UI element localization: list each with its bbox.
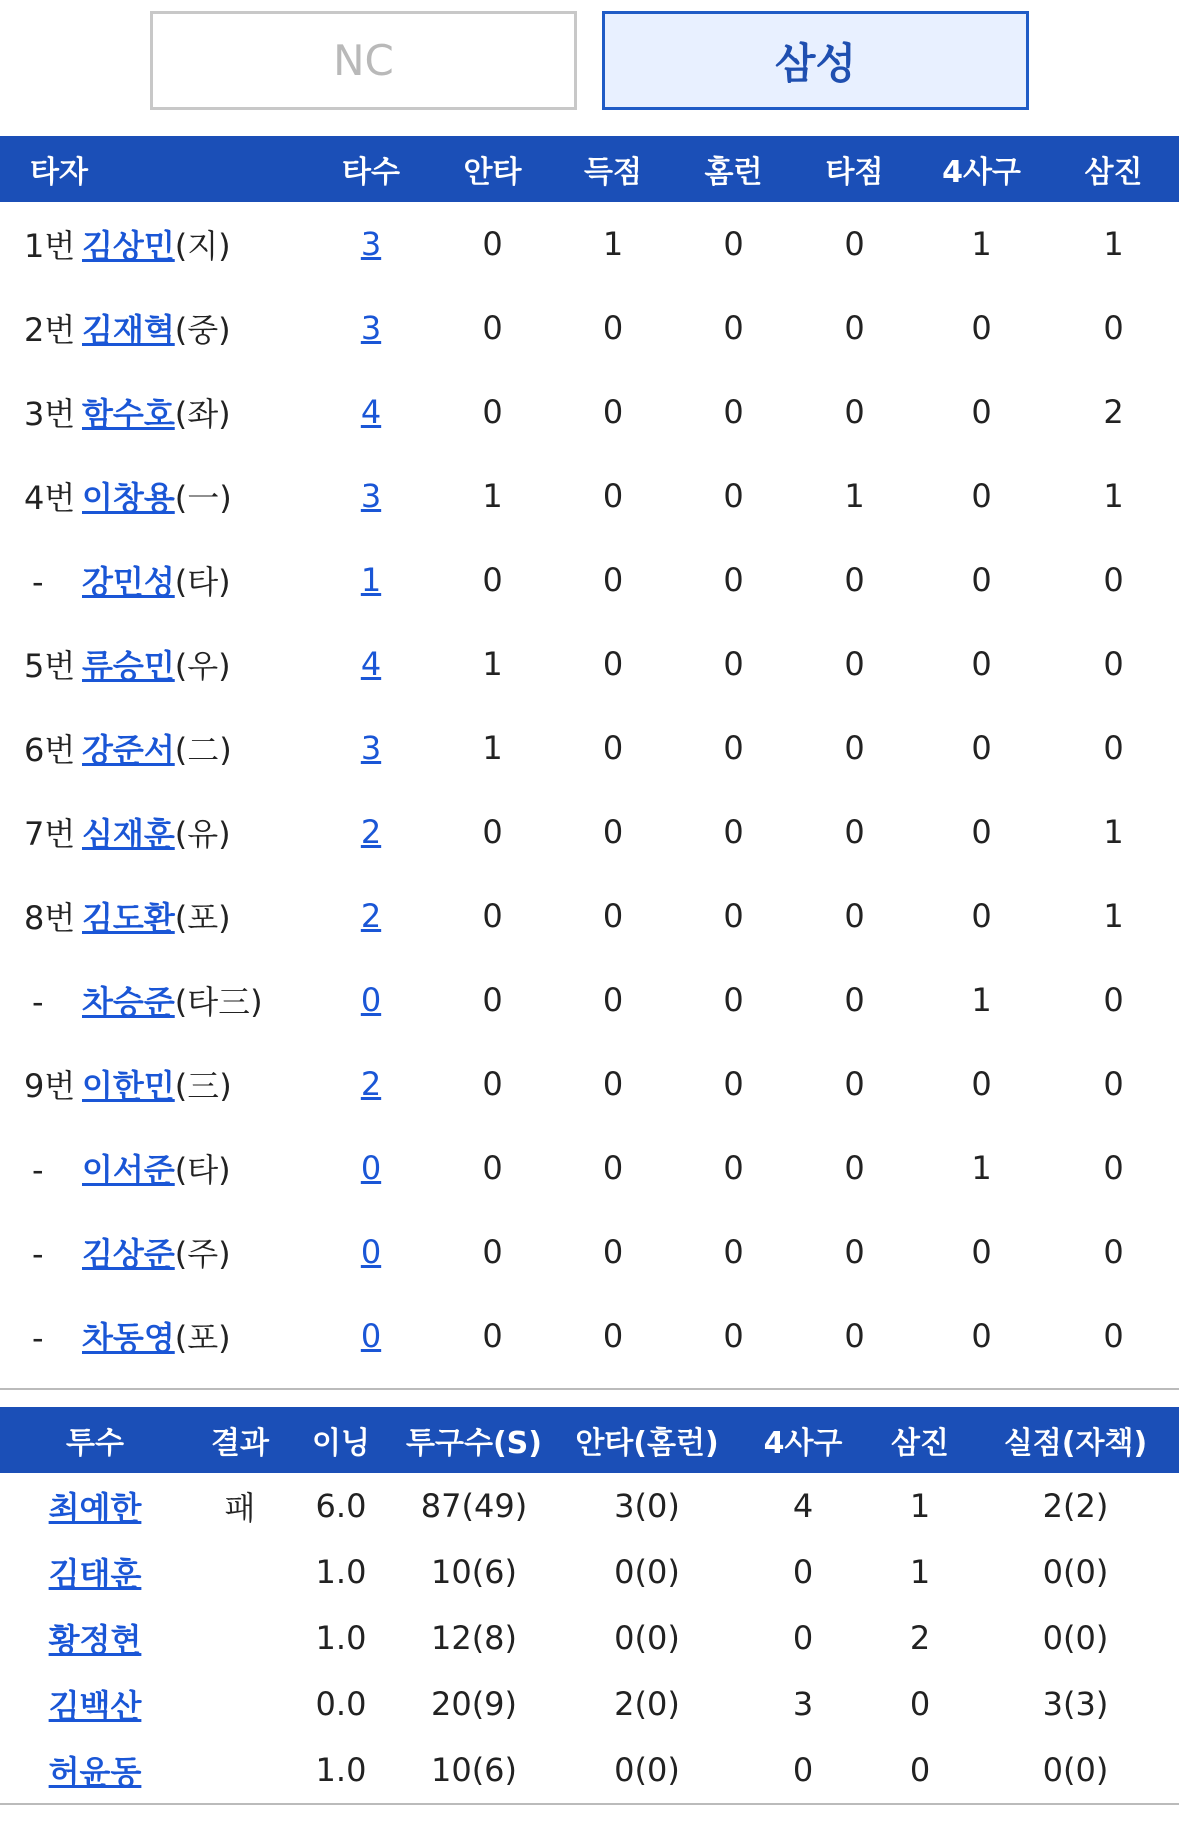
walks-allowed-cell: 0 <box>738 1737 868 1804</box>
batting-row <box>0 1042 1179 1126</box>
at-bats-link[interactable]: 4 <box>360 645 382 683</box>
batting-order: 1번 <box>24 227 76 265</box>
batting-order: 5번 <box>24 647 76 685</box>
pitcher-cell <box>0 1473 190 1539</box>
runs-allowed-cell: 3(3) <box>1042 1685 1109 1723</box>
batting-row <box>0 874 1179 958</box>
runs-cell: 0 <box>602 561 624 599</box>
batting-order: - <box>32 1319 44 1357</box>
home-runs-cell: 0 <box>723 1233 744 1271</box>
batter-position: (포) <box>174 899 231 937</box>
runs-allowed-cell: 2(2) <box>1042 1487 1109 1525</box>
at-bats-cell[interactable] <box>310 958 432 1042</box>
at-bats-link[interactable]: 3 <box>360 477 382 515</box>
pitching-header-row <box>0 1407 1179 1473</box>
at-bats-cell[interactable] <box>310 286 432 370</box>
hits-cell: 0 <box>482 225 503 263</box>
batter-position: (중) <box>174 311 231 349</box>
walks-cell: 0 <box>971 393 992 431</box>
walks-allowed-cell: 4 <box>792 1487 814 1525</box>
pitcher-name-link[interactable]: 최예한 <box>48 1489 142 1527</box>
at-bats-link[interactable]: 3 <box>360 225 382 263</box>
walks-cell: 0 <box>971 645 992 683</box>
strikeouts-cell: 0 <box>1103 1065 1124 1103</box>
walks-cell: 0 <box>971 309 992 347</box>
batting-row <box>0 286 1179 370</box>
batting-order: - <box>32 1151 44 1189</box>
batter-position: (三) <box>174 1067 232 1105</box>
batting-order: 4번 <box>24 479 76 517</box>
batting-order: 6번 <box>24 731 76 769</box>
innings-cell: 1.0 <box>290 1737 392 1804</box>
batter-position: (좌) <box>174 395 231 433</box>
strikeouts-cell: 1 <box>1103 225 1124 263</box>
batting-order: 9번 <box>24 1067 76 1105</box>
batting-row <box>0 790 1179 874</box>
batter-cell <box>0 1210 310 1294</box>
at-bats-cell[interactable] <box>310 622 432 706</box>
at-bats-link[interactable]: 3 <box>360 309 382 347</box>
hits-cell: 0 <box>482 981 503 1019</box>
batting-row <box>0 1210 1179 1294</box>
at-bats-cell[interactable] <box>310 706 432 790</box>
batter-position: (우) <box>174 647 231 685</box>
runs-cell: 1 <box>602 225 624 263</box>
col-header-batter: 타자 <box>0 136 310 202</box>
at-bats-link[interactable]: 0 <box>360 1233 382 1271</box>
at-bats-cell[interactable] <box>310 1294 432 1378</box>
pitch-count-cell: 87(49) <box>420 1487 528 1525</box>
batting-order: 8번 <box>24 899 76 937</box>
home-runs-cell: 0 <box>723 981 744 1019</box>
home-runs-cell: 0 <box>723 1317 744 1355</box>
runs-cell: 0 <box>602 477 624 515</box>
runs-cell: 0 <box>602 1149 624 1187</box>
batting-row <box>0 1126 1179 1210</box>
pitching-table <box>0 1407 1179 1805</box>
batter-name-link[interactable]: 강준서 <box>82 731 175 769</box>
at-bats-link[interactable]: 0 <box>360 981 382 1019</box>
col-header-pitcher: 투수 <box>0 1407 190 1473</box>
batter-name-link[interactable]: 이창용 <box>82 479 175 517</box>
home-runs-cell: 0 <box>723 477 744 515</box>
batting-order: 2번 <box>24 311 76 349</box>
batting-table <box>0 136 1179 1378</box>
innings-cell: 6.0 <box>315 1487 367 1525</box>
runs-cell: 0 <box>602 981 624 1019</box>
home-runs-cell: 0 <box>723 897 744 935</box>
rbi-cell: 0 <box>844 561 865 599</box>
hits-cell: 0 <box>482 309 503 347</box>
batter-name-link[interactable]: 김도환 <box>82 899 175 937</box>
batter-position: (주) <box>174 1235 231 1273</box>
runs-cell: 0 <box>602 1065 624 1103</box>
batter-name-link[interactable]: 이서준 <box>82 1151 175 1189</box>
walks-allowed-cell: 3 <box>792 1685 814 1723</box>
rbi-cell: 0 <box>844 813 865 851</box>
col-header-hits: 안타 <box>432 136 553 202</box>
strikeouts-p-cell: 1 <box>909 1487 931 1525</box>
batter-name-link[interactable]: 김상준 <box>82 1235 175 1273</box>
pitching-row <box>0 1473 1179 1539</box>
batter-cell <box>0 790 310 874</box>
strikeouts-cell: 0 <box>1103 1317 1124 1355</box>
batter-position: (지) <box>174 227 231 265</box>
hits-allowed-cell: 0(0) <box>614 1619 680 1657</box>
batter-cell <box>0 370 310 454</box>
pitcher-name-link[interactable]: 황정현 <box>48 1621 142 1659</box>
rbi-cell: 0 <box>844 897 865 935</box>
innings-cell: 0.0 <box>315 1685 367 1723</box>
at-bats-link[interactable]: 2 <box>360 1065 382 1103</box>
col-header-runs: 득점 <box>553 136 673 202</box>
result-cell <box>190 1737 290 1804</box>
at-bats-link[interactable]: 3 <box>360 729 382 767</box>
hits-cell: 1 <box>482 729 503 767</box>
at-bats-cell[interactable] <box>310 454 432 538</box>
col-header-walks-allowed: 4사구 <box>738 1407 868 1473</box>
result-cell <box>190 1539 290 1605</box>
batter-name-link[interactable]: 김상민 <box>82 227 175 265</box>
batter-name-link[interactable]: 김재혁 <box>82 311 175 349</box>
pitcher-cell <box>0 1737 190 1804</box>
runs-allowed-cell: 0(0) <box>1042 1553 1109 1591</box>
rbi-cell: 0 <box>844 1317 865 1355</box>
batter-position: (타) <box>174 1151 231 1189</box>
at-bats-cell[interactable] <box>310 202 432 286</box>
walks-cell: 0 <box>971 729 992 767</box>
runs-cell: 0 <box>602 1317 624 1355</box>
batter-cell <box>0 538 310 622</box>
pitching-row <box>0 1539 1179 1605</box>
hits-cell: 1 <box>482 477 503 515</box>
walks-allowed-cell: 0 <box>792 1619 814 1657</box>
batter-cell <box>0 1294 310 1378</box>
col-header-pitch-count: 투구수(S) <box>392 1407 556 1473</box>
walks-cell: 0 <box>971 1233 992 1271</box>
at-bats-link[interactable]: 0 <box>360 1149 382 1187</box>
batter-cell <box>0 706 310 790</box>
at-bats-cell[interactable] <box>310 370 432 454</box>
batter-name-link[interactable]: 강민성 <box>82 563 175 601</box>
batter-name-link[interactable]: 심재훈 <box>82 815 175 853</box>
runs-cell: 0 <box>602 813 624 851</box>
strikeouts-cell: 0 <box>1103 729 1124 767</box>
pitcher-cell <box>0 1539 190 1605</box>
runs-cell: 0 <box>602 645 624 683</box>
runs-allowed-cell: 0(0) <box>972 1737 1179 1804</box>
hits-allowed-cell: 2(0) <box>614 1685 680 1723</box>
walks-cell: 1 <box>971 981 992 1019</box>
home-runs-cell: 0 <box>723 1065 744 1103</box>
pitcher-name-link[interactable]: 김백산 <box>48 1687 142 1725</box>
at-bats-cell[interactable] <box>310 1042 432 1126</box>
at-bats-link[interactable]: 2 <box>360 897 382 935</box>
col-header-at-bats: 타수 <box>310 136 432 202</box>
strikeouts-cell: 0 <box>1103 309 1124 347</box>
home-runs-cell: 0 <box>723 309 744 347</box>
batting-header-row <box>0 136 1179 202</box>
batter-position: (포) <box>174 1319 231 1357</box>
strikeouts-cell: 0 <box>1103 1149 1124 1187</box>
home-runs-cell: 0 <box>723 813 744 851</box>
batter-cell <box>0 622 310 706</box>
strikeouts-cell: 0 <box>1103 645 1124 683</box>
at-bats-cell[interactable] <box>310 1126 432 1210</box>
batting-order: - <box>32 563 44 601</box>
result-cell <box>190 1605 290 1671</box>
innings-cell: 1.0 <box>315 1553 367 1591</box>
batting-row <box>0 454 1179 538</box>
batter-position: (타三) <box>174 983 263 1021</box>
tab-nc[interactable]: NC <box>150 11 577 110</box>
section-divider <box>0 1388 1179 1407</box>
home-runs-cell: 0 <box>723 1149 744 1187</box>
batting-order: 3번 <box>24 395 76 433</box>
batting-order: - <box>32 1235 44 1273</box>
walks-cell: 0 <box>971 561 992 599</box>
batting-row <box>0 370 1179 454</box>
home-runs-cell: 0 <box>723 225 744 263</box>
hits-cell: 0 <box>482 1317 503 1355</box>
walks-cell: 0 <box>971 1317 992 1355</box>
rbi-cell: 0 <box>844 1065 865 1103</box>
strikeouts-p-cell: 1 <box>909 1553 931 1591</box>
strikeouts-cell: 0 <box>1103 1233 1124 1271</box>
batter-name-link[interactable]: 차승준 <box>82 983 175 1021</box>
batter-cell <box>0 1042 310 1126</box>
hits-cell: 0 <box>482 897 503 935</box>
home-runs-cell: 0 <box>723 393 744 431</box>
batter-name-link[interactable]: 함수호 <box>82 395 175 433</box>
hits-cell: 0 <box>482 393 503 431</box>
hits-cell: 0 <box>482 813 503 851</box>
pitch-count-cell: 20(9) <box>430 1685 518 1723</box>
batter-position: (一) <box>174 479 232 517</box>
col-header-strikeouts-p: 삼진 <box>868 1407 972 1473</box>
at-bats-link[interactable]: 0 <box>360 1317 382 1355</box>
batter-cell <box>0 874 310 958</box>
hits-cell: 0 <box>482 1233 503 1271</box>
batting-row <box>0 622 1179 706</box>
pitching-row <box>0 1605 1179 1671</box>
col-header-hits-allowed: 안타(홈런) <box>556 1407 738 1473</box>
runs-allowed-cell: 0(0) <box>1042 1619 1109 1657</box>
at-bats-cell[interactable] <box>310 790 432 874</box>
runs-cell: 0 <box>602 393 624 431</box>
rbi-cell: 0 <box>844 309 865 347</box>
hits-allowed-cell: 0(0) <box>614 1553 680 1591</box>
walks-allowed-cell: 0 <box>792 1553 814 1591</box>
col-header-result: 결과 <box>190 1407 290 1473</box>
pitcher-cell <box>0 1671 190 1737</box>
pitching-row <box>0 1671 1179 1737</box>
team-tabs <box>0 0 1179 136</box>
col-header-strikeouts: 삼진 <box>1048 136 1179 202</box>
rbi-cell: 0 <box>844 981 865 1019</box>
walks-cell: 0 <box>971 897 992 935</box>
pitch-count-cell: 12(8) <box>430 1619 518 1657</box>
strikeouts-cell: 2 <box>1103 393 1124 431</box>
home-runs-cell: 0 <box>723 729 744 767</box>
batting-row <box>0 202 1179 286</box>
home-runs-cell: 0 <box>723 645 744 683</box>
batter-cell <box>0 202 310 286</box>
strikeouts-p-cell: 0 <box>909 1685 931 1723</box>
rbi-cell: 0 <box>844 645 865 683</box>
batting-row <box>0 958 1179 1042</box>
rbi-cell: 0 <box>844 225 865 263</box>
at-bats-link[interactable]: 2 <box>360 813 382 851</box>
batter-position: (타) <box>174 563 231 601</box>
col-header-rbi: 타점 <box>794 136 915 202</box>
rbi-cell: 0 <box>844 1233 865 1271</box>
batter-position: (유) <box>174 815 231 853</box>
pitcher-name-link[interactable]: 김태훈 <box>48 1555 142 1593</box>
result-cell: 패 <box>224 1489 256 1527</box>
hits-cell: 0 <box>482 1065 503 1103</box>
at-bats-link[interactable]: 1 <box>360 561 382 599</box>
batter-cell <box>0 454 310 538</box>
walks-cell: 0 <box>971 813 992 851</box>
pitcher-name-link[interactable]: 허윤동 <box>48 1753 142 1791</box>
batter-cell <box>0 958 310 1042</box>
walks-cell: 1 <box>971 225 992 263</box>
hits-cell: 0 <box>482 561 503 599</box>
hits-cell: 1 <box>482 645 503 683</box>
hits-allowed-cell: 0(0) <box>556 1737 738 1804</box>
pitcher-cell <box>0 1605 190 1671</box>
batting-row <box>0 706 1179 790</box>
walks-cell: 1 <box>971 1149 992 1187</box>
runs-cell: 0 <box>602 897 624 935</box>
hits-allowed-cell: 3(0) <box>614 1487 680 1525</box>
pitching-row <box>0 1737 1179 1804</box>
runs-cell: 0 <box>602 309 624 347</box>
runs-cell: 0 <box>602 729 624 767</box>
result-cell <box>190 1671 290 1737</box>
batter-cell <box>0 1126 310 1210</box>
innings-cell: 1.0 <box>315 1619 367 1657</box>
rbi-cell: 0 <box>844 729 865 767</box>
batter-cell <box>0 286 310 370</box>
strikeouts-p-cell: 2 <box>909 1619 931 1657</box>
at-bats-cell[interactable] <box>310 538 432 622</box>
col-header-walks: 4사구 <box>915 136 1048 202</box>
batting-order: 7번 <box>24 815 76 853</box>
strikeouts-cell: 0 <box>1103 561 1124 599</box>
strikeouts-p-cell: 0 <box>868 1737 972 1804</box>
batter-position: (二) <box>174 731 232 769</box>
strikeouts-cell: 1 <box>1103 897 1124 935</box>
rbi-cell: 1 <box>844 477 865 515</box>
runs-cell: 0 <box>602 1233 624 1271</box>
batting-row <box>0 538 1179 622</box>
batter-name-link[interactable]: 이한민 <box>82 1067 175 1105</box>
rbi-cell: 0 <box>844 1149 865 1187</box>
walks-cell: 0 <box>971 477 992 515</box>
strikeouts-cell: 1 <box>1103 477 1124 515</box>
col-header-home-runs: 홈런 <box>673 136 794 202</box>
batting-row <box>0 1294 1179 1378</box>
rbi-cell: 0 <box>844 393 865 431</box>
tab-samsung[interactable]: 삼성 <box>602 11 1029 110</box>
home-runs-cell: 0 <box>723 561 744 599</box>
hits-cell: 0 <box>482 1149 503 1187</box>
at-bats-link[interactable]: 4 <box>360 393 382 431</box>
batter-name-link[interactable]: 차동영 <box>82 1319 175 1357</box>
pitch-count-cell: 10(6) <box>392 1737 556 1804</box>
batting-order: - <box>32 983 44 1021</box>
col-header-innings: 이닝 <box>290 1407 392 1473</box>
col-header-runs-allowed: 실점(자책) <box>972 1407 1179 1473</box>
at-bats-cell[interactable] <box>310 1210 432 1294</box>
strikeouts-cell: 1 <box>1103 813 1124 851</box>
strikeouts-cell: 0 <box>1103 981 1124 1019</box>
pitch-count-cell: 10(6) <box>430 1553 518 1591</box>
walks-cell: 0 <box>971 1065 992 1103</box>
at-bats-cell[interactable] <box>310 874 432 958</box>
batter-name-link[interactable]: 류승민 <box>82 647 175 685</box>
